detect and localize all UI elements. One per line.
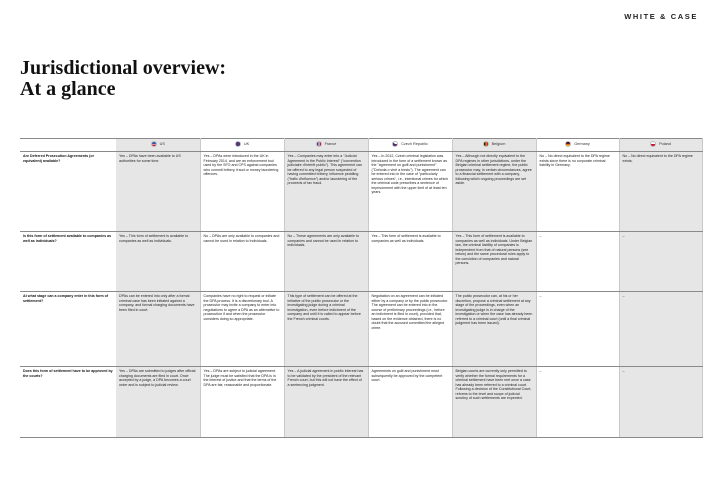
title-line-1: Jurisdictional overview: [20, 57, 227, 79]
row-question: Is this form of settlement available to companies as well as individuals? [20, 232, 116, 292]
germany-flag-icon [565, 141, 571, 147]
table-cell-czech-republic: Yes – This form of settlement is available to companies as well as individuals. [368, 232, 452, 292]
table-cell-france: No – These agreements are only available to companies and cannot be used in relation to individuals. [284, 232, 368, 292]
table-cell-belgium: The public prosecutor can, at his or her discretion, propose a criminal settlement at any stage of the proceedings, even when an investigating judge is in charge of the investigation or when the case has already been referred to a criminal court (until a final criminal judgment has been issued). [452, 292, 536, 367]
table-row [20, 292, 702, 367]
table-row [20, 367, 702, 438]
column-label: Germany [574, 142, 590, 146]
belgium-flag-icon [483, 141, 489, 147]
column-label: UK [243, 142, 250, 146]
table-cell-germany: – [536, 232, 619, 292]
table-cell-poland: – [619, 232, 702, 292]
table-row [20, 152, 702, 232]
row-question: At what stage can a company enter in this form of settlement? [20, 292, 116, 367]
table-cell-uk: No – DPAs are only available to companies and cannot be used in relation to individuals. [200, 232, 284, 292]
table-cell-us: Yes – DPAs have been available to US authorities for some time. [116, 152, 200, 232]
column-label: Poland [659, 142, 671, 146]
table-cell-us: DPAs can be entered into only after a formal criminal case has been initiated against a company, and formal charging documents have been filed in court. [116, 292, 200, 367]
table-cell-czech-republic: Yes – In 2012, Czech criminal legislation was introduced in the form of a settlement known as the "agreement on guilt and punishment" ("Dohoda o vině a trestu"). The agreement can be entered into in the case of "particularly serious crimes", i.e., intentional crimes for which the criminal code prescribes a sentence of imprisonment with the upper limit of at least ten years. [368, 152, 452, 232]
table-cell-poland: – [619, 292, 702, 367]
column-label: Belgium [491, 142, 506, 146]
column-label: US [159, 142, 165, 146]
table-cell-france: This type of settlement can be offered at the initiative of the public prosecutor or the investigating judge during a criminal investigation, even before indictment of the company and until it is called to appear before the French criminal courts. [284, 292, 368, 367]
column-header-us [116, 139, 200, 152]
row-question: Are Deferred Prosecution Agreements (or equivalent) available? [20, 152, 116, 232]
table-cell-uk: Yes – DPAs are subject to judicial agreement. The judge must be satisfied that the DPA is in the interest of justice and that the terms of the DPA are fair, reasonable and proportionate. [200, 367, 284, 438]
table-row [20, 232, 702, 292]
poland-flag-icon [650, 141, 656, 147]
table-cell-germany: No – No direct equivalent to the DPA regime exists since there is no corporate criminal liability in Germany. [536, 152, 619, 232]
page-title [20, 58, 226, 100]
table-cell-germany: – [536, 367, 619, 438]
column-header-poland [619, 139, 702, 152]
table-cell-france: Yes – A judicial agreement in public interest has to be validated by the president of the relevant French court, but this will not have the effect of a sentencing judgment. [284, 367, 368, 438]
brand-logo: WHITE & CASE [624, 12, 698, 21]
table-cell-uk: Companies have no right to request or initiate the DPA process. It is a discretionary tool. A prosecutor may invite a company to enter into negotiations to agree a DPA as an alternative to prosecution if and when the prosecutor considers doing so appropriate. [200, 292, 284, 367]
jurisdiction-table [20, 138, 703, 438]
column-header-czech-republic [368, 139, 452, 152]
column-label: Czech Republic [401, 142, 428, 146]
table-cell-belgium: Belgian courts are currently only permitted to verify whether the formal requirements for a criminal settlement have been met once a case has already been referred to a criminal court. Following a decision of the Constitutional Court, reforms to the level and scope of judicial scrutiny of such settlements are expected. [452, 367, 536, 438]
table-cell-czech-republic: Negotiation on an agreement can be initiated either by a company or by the public prosecutor. The agreement can be entered into in the course of preliminary proceedings (i.e., before an indictment is filed in court), provided that, based on the evidence obtained, there is no doubt that the accused committed the alleged crime. [368, 292, 452, 367]
table-cell-us: Yes – This form of settlement is available to companies as well as individuals. [116, 232, 200, 292]
row-question: Does this form of settlement have to be approved by the courts? [20, 367, 116, 438]
table-cell-us: Yes – DPAs are submitted to judges after official charging documents are filed in court. Once accepted by a judge, a DPA becomes a court order and is subject to judicial review. [116, 367, 200, 438]
column-label: France [324, 142, 337, 146]
france-flag-icon [316, 141, 322, 147]
table-cell-czech-republic: Agreements on guilt and punishment must subsequently be approved by the competent court. [368, 367, 452, 438]
header-row [20, 139, 702, 152]
czech-flag-icon [392, 141, 398, 147]
column-header-germany [536, 139, 619, 152]
table-cell-uk: Yes – DPAs were introduced in the UK in February 2014, and are an enforcement tool used by the SFO and CPS against companies who commit bribery, fraud or money laundering offences. [200, 152, 284, 232]
table-cell-poland: – [619, 367, 702, 438]
us-flag-icon [151, 141, 157, 147]
title-line-2: At a glance [20, 78, 116, 100]
column-header-belgium [452, 139, 536, 152]
header-blank [20, 139, 116, 152]
table-cell-france: Yes – Companies may enter into a "Judicial Agreement in the Public Interest" ("convention judiciaire d'intérêt public"). This agreement can be offered to any legal person suspected of having committed bribery, influence peddling ("trafic d'influence") and/or laundering of the proceeds of tax fraud. [284, 152, 368, 232]
table-cell-belgium: Yes – This form of settlement is available to companies as well as individuals. Under Belgian law, the criminal liability of companies is independent from that of natural persons (see below) and the same procedural rules apply to the conviction of companies and natural persons. [452, 232, 536, 292]
table-cell-belgium: Yes – Although not directly equivalent to the DPA regimes in other jurisdictions, under the Belgian criminal settlement regime, the public prosecutor may, in certain circumstances, agree to a financial settlement with a company, following which ongoing proceedings are set aside. [452, 152, 536, 232]
column-header-france [284, 139, 368, 152]
uk-flag-icon [235, 141, 241, 147]
column-header-uk [200, 139, 284, 152]
table-cell-germany: – [536, 292, 619, 367]
table-cell-poland: No – No direct equivalent to the DPA regime exists. [619, 152, 702, 232]
